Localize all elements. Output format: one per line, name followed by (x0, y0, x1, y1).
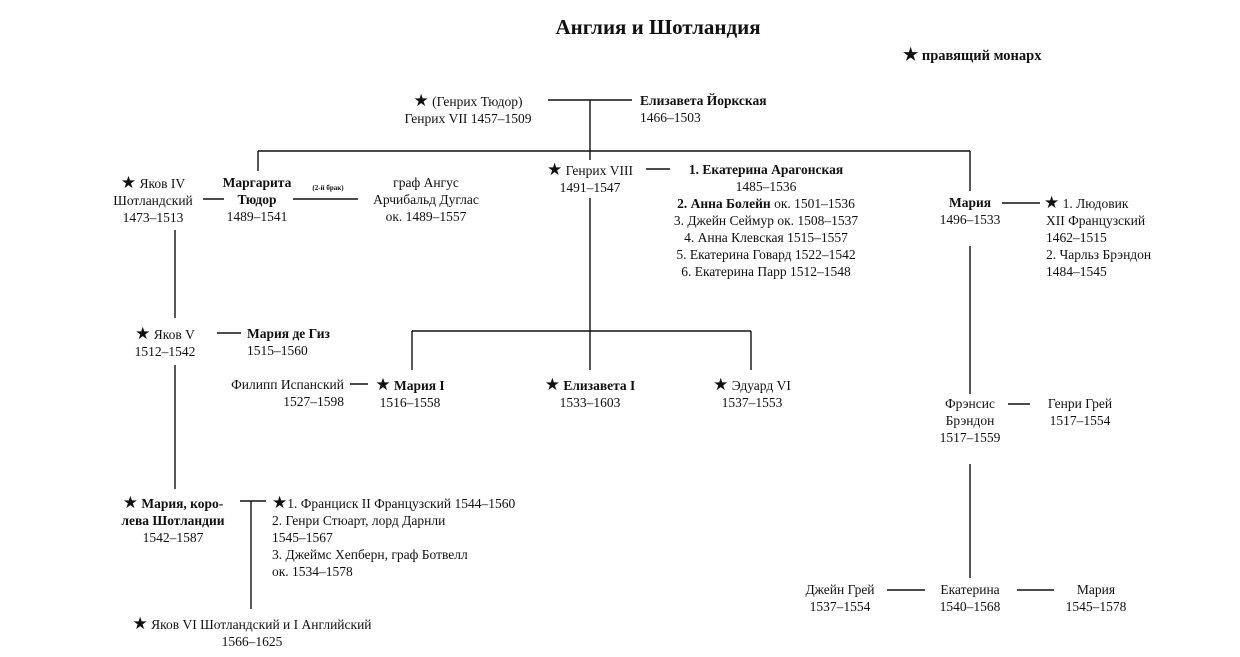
katherine-grey-line2: 1540–1568 (939, 599, 1001, 614)
node-mary-tudor (925, 194, 1015, 228)
mary-scots-spouse3-dates: ок. 1534–1578 (272, 564, 353, 579)
elizabeth1-name: Елизавета I (563, 378, 636, 393)
frances-line3: 1517–1559 (939, 430, 1001, 445)
wife-2-dates: ок. 1501–1536 (770, 196, 855, 211)
henry7-line1: (Генрих Тюдор) (432, 94, 523, 109)
wife-5: 5. Екатерина Говард 1522–1542 (676, 247, 856, 262)
second-marriage-note: (2-й брак) (312, 184, 344, 192)
mary-guise-dates: 1515–1560 (247, 343, 308, 358)
wife-2-name: 2. Анна Болейн (677, 196, 771, 211)
mary-scots-spouse1: 1. Франциск II Французский 1544–1560 (287, 496, 516, 511)
spouse-line1: 1. Людовик (1062, 196, 1129, 211)
node-henry8 (530, 161, 650, 196)
node-frances (924, 395, 1016, 446)
node-philip (200, 376, 344, 410)
node-margaret (212, 174, 302, 225)
node-mary-scots (104, 494, 242, 546)
philip-line2: 1527–1598 (283, 394, 344, 409)
spouse-line2: XII Французский (1046, 213, 1146, 228)
legend-text: правящий монарх (921, 48, 1042, 64)
wife-3: 3. Джейн Сеймур ок. 1508–1537 (673, 213, 859, 228)
spouse-line5: 1484–1545 (1046, 264, 1107, 279)
monarch-star-icon: ★ (544, 375, 560, 394)
james5-line2: 1512–1542 (134, 344, 196, 359)
james4-line1: Яков IV (139, 176, 186, 191)
legend (903, 46, 1041, 65)
edward6-name: Эдуард VI (731, 378, 791, 393)
node-mary-scots-spouses (272, 494, 515, 580)
mary1-dates: 1516–1558 (379, 395, 441, 410)
henry8-line1: Генрих VIII (565, 163, 633, 178)
node-james6 (104, 615, 400, 650)
edward6-dates: 1537–1553 (721, 395, 783, 410)
monarch-star-icon: ★ (413, 91, 429, 110)
node-mary1 (360, 376, 460, 411)
frances-line2: Брэндон (945, 413, 995, 428)
mary-scots-spouse2: 2. Генри Стюарт, лорд Дарнли (272, 513, 446, 528)
mary-scots-line3: 1542–1587 (142, 530, 204, 545)
monarch-star-icon: ★ (375, 375, 391, 394)
james5-line1: Яков V (153, 327, 195, 342)
node-katherine-grey (925, 581, 1015, 615)
angus-line1: граф Ангус (393, 175, 459, 190)
wife-6: 6. Екатерина Парр 1512–1548 (681, 264, 851, 279)
spouse-line4: 2. Чарльз Брэндон (1046, 247, 1152, 262)
jane-grey-line1: Джейн Грей (805, 582, 875, 597)
henry-grey-line2: 1517–1554 (1049, 413, 1111, 428)
elizabeth1-dates: 1533–1603 (559, 395, 621, 410)
philip-line1: Филипп Испанский (231, 377, 344, 392)
margaret-line1: Маргарита (222, 175, 292, 190)
node-mary-grey (1050, 581, 1142, 615)
node-elizabeth-york (640, 92, 767, 126)
legend-star-icon: ★ (903, 45, 919, 64)
james4-line2: Шотландский (113, 193, 193, 208)
wife-4: 4. Анна Клевская 1515–1557 (684, 230, 848, 245)
node-mary-tudor-spouses (1044, 194, 1151, 280)
mary-scots-line1: Мария, коро- (141, 496, 224, 511)
margaret-line3: 1489–1541 (226, 209, 288, 224)
elizabeth-york-dates: 1466–1503 (640, 110, 701, 125)
monarch-star-icon: ★ (120, 173, 137, 192)
node-henry7 (380, 92, 556, 127)
page-title: Англия и Шотландия (555, 15, 761, 39)
node-angus (356, 174, 496, 225)
james4-line3: 1473–1513 (122, 210, 184, 225)
wife-1-dates: 1485–1536 (735, 179, 797, 194)
mary-grey-line2: 1545–1578 (1065, 599, 1127, 614)
mary-tudor-name: Мария (948, 195, 992, 210)
spouse-line3: 1462–1515 (1046, 230, 1107, 245)
jane-grey-line2: 1537–1554 (809, 599, 871, 614)
node-henry-grey (1030, 395, 1130, 429)
mary-grey-line1: Мария (1076, 582, 1116, 597)
margaret-line2: Тюдор (237, 192, 277, 207)
mary-scots-line2: лева Шотландии (121, 513, 225, 528)
henry8-line2: 1491–1547 (559, 180, 621, 195)
node-james5 (110, 325, 220, 360)
angus-line2: Арчибальд Дуглас (373, 192, 479, 207)
mary-scots-spouse2-dates: 1545–1567 (272, 530, 333, 545)
monarch-star-icon: ★ (713, 375, 729, 394)
node-jane-grey (792, 581, 888, 615)
monarch-star-icon: ★ (132, 614, 148, 633)
henry-grey-line1: Генри Грей (1047, 396, 1113, 411)
wife-1: 1. Екатерина Арагонская (688, 162, 844, 177)
monarch-star-icon: ★ (135, 324, 151, 343)
node-james4 (96, 174, 210, 226)
james6-line1: Яков VI Шотландский и I Английский (151, 617, 372, 632)
monarch-star-icon: ★ (122, 493, 138, 512)
mary1-name: Мария I (393, 378, 445, 393)
angus-line3: ок. 1489–1557 (385, 209, 467, 224)
mary-guise-name: Мария де Гиз (247, 326, 330, 341)
monarch-star-icon: ★ (272, 493, 288, 512)
frances-line1: Фрэнсис (945, 396, 995, 411)
monarch-star-icon: ★ (547, 160, 563, 179)
node-mary-guise (247, 325, 330, 359)
node-edward6 (700, 376, 804, 411)
mary-tudor-dates: 1496–1533 (939, 212, 1001, 227)
james6-line2: 1566–1625 (221, 634, 283, 649)
monarch-star-icon: ★ (1044, 193, 1060, 212)
node-elizabeth1 (530, 376, 650, 411)
node-henry8-wives (641, 161, 891, 280)
henry7-line2: Генрих VII 1457–1509 (404, 111, 532, 126)
mary-scots-spouse3: 3. Джеймс Хепберн, граф Ботвелл (272, 547, 468, 562)
elizabeth-york-name: Елизавета Йоркская (640, 93, 767, 108)
katherine-grey-line1: Екатерина (940, 582, 1000, 597)
